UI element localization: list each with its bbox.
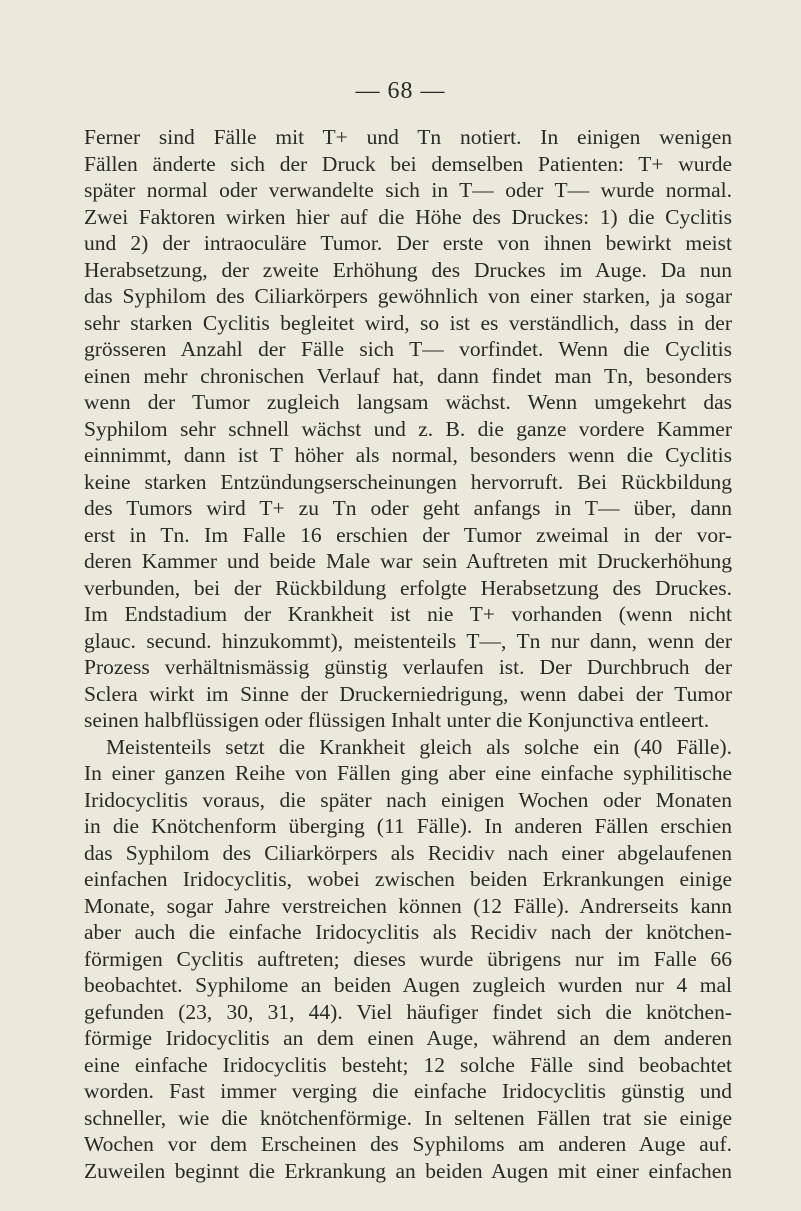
text-line: glauc. secund. hinzukommt), meistenteils T—, Tn nur dann, wenn der [84,628,732,653]
text-line: Meistenteils setzt die Krankheit gleich als solche ein (40 Fälle). [106,734,732,759]
text-line: gefunden (23, 30, 31, 44). Viel häufiger findet sich die knötchen- [84,999,732,1024]
text-line: des Tumors wird T+ zu Tn oder geht anfangs in T— über, dann [84,496,732,520]
text-line: Zwei Faktoren wirken hier auf die Höhe des Druckes: 1) die Cyclitis [84,204,732,229]
text-line: Iridocyclitis voraus, die später nach einigen Wochen oder Monaten [84,787,732,812]
text-line: einnimmt, dann ist T höher als normal, besonders wenn die Cyclitis [84,443,732,467]
text-line: Sclera wirkt im Sinne der Druckerniedrigung, wenn dabei der Tumor [84,681,732,706]
text-line: In einer ganzen Reihe von Fällen ging aber eine einfache syphilitische [84,761,732,785]
text-line: förmige Iridocyclitis an dem einen Auge, während an dem anderen [84,1026,732,1050]
text-line: und 2) der intraoculäre Tumor. Der erste von ihnen bewirkt meist [84,231,732,255]
text-line: grösseren Anzahl der Fälle sich T— vorfindet. Wenn die Cyclitis [84,337,732,361]
text-line: Fällen änderte sich der Druck bei demselben Patienten: T+ wurde [84,151,732,176]
text-line: eine einfache Iridocyclitis besteht; 12 solche Fälle sind beobachtet [84,1052,732,1077]
paragraph-2 [84,734,732,1185]
text-line: einen mehr chronischen Verlauf hat, dann findet man Tn, besonders [84,363,732,388]
page-number: — 68 — [355,78,446,104]
text-line: Zuweilen beginnt die Erkrankung an beiden Augen mit einer einfachen [84,1158,732,1183]
text-line: deren Kammer und beide Male war sein Auftreten mit Druckerhöhung [84,549,732,573]
text-line: verbunden, bei der Rückbildung erfolgte Herabsetzung des Druckes. [84,575,732,600]
text-line: Syphilom sehr schnell wächst und z. B. die ganze vordere Kammer [84,416,732,441]
text-line: keine starken Entzündungserscheinungen hervorruft. Bei Rückbildung [84,469,732,494]
text-line: erst in Tn. Im Falle 16 erschien der Tumor zweimal in der vor- [84,522,732,547]
text-line: förmigen Cyclitis auftreten; dieses wurde übrigens nur im Falle 66 [84,946,732,971]
text-line: sehr starken Cyclitis begleitet wird, so ist es verständlich, dass in der [84,310,732,335]
text-line: Wochen vor dem Erscheinen des Syphiloms am anderen Auge auf. [84,1132,732,1156]
body-text [84,124,732,1184]
text-line: Prozess verhältnismässig günstig verlaufen ist. Der Durchbruch der [84,655,732,679]
text-line: in die Knötchenform überging (11 Fälle). In anderen Fällen erschien [84,814,732,838]
text-line: einfachen Iridocyclitis, wobei zwischen beiden Erkrankungen einige [84,867,732,891]
text-line: seinen halbflüssigen oder flüssigen Inhalt unter die Konjunctiva entleert. [84,708,710,732]
text-line: Ferner sind Fälle mit T+ und Tn notiert. In einigen wenigen [84,125,732,149]
text-line: schneller, wie die knötchenförmige. In seltenen Fällen trat sie einige [84,1105,732,1130]
paragraph-1 [84,124,732,734]
text-line: das Syphilom des Ciliarkörpers als Recidiv nach einer abgelaufenen [84,840,732,865]
text-line: das Syphilom des Ciliarkörpers gewöhnlich von einer starken, ja sogar [84,284,732,308]
text-line: aber auch die einfache Iridocyclitis als Recidiv nach der knötchen- [84,920,732,944]
text-line: Herabsetzung, der zweite Erhöhung des Druckes im Auge. Da nun [84,257,732,282]
text-line: beobachtet. Syphilome an beiden Augen zugleich wurden nur 4 mal [84,973,732,997]
text-line: später normal oder verwandelte sich in T— oder T— wurde normal. [84,178,732,202]
text-line: Monate, sogar Jahre verstreichen können (12 Fälle). Andrerseits kann [84,893,732,918]
text-line: Im Endstadium der Krankheit ist nie T+ vorhanden (wenn nicht [84,602,732,626]
text-line: wenn der Tumor zugleich langsam wächst. Wenn umgekehrt das [84,390,732,414]
text-line: worden. Fast immer verging die einfache Iridocyclitis günstig und [84,1079,732,1103]
